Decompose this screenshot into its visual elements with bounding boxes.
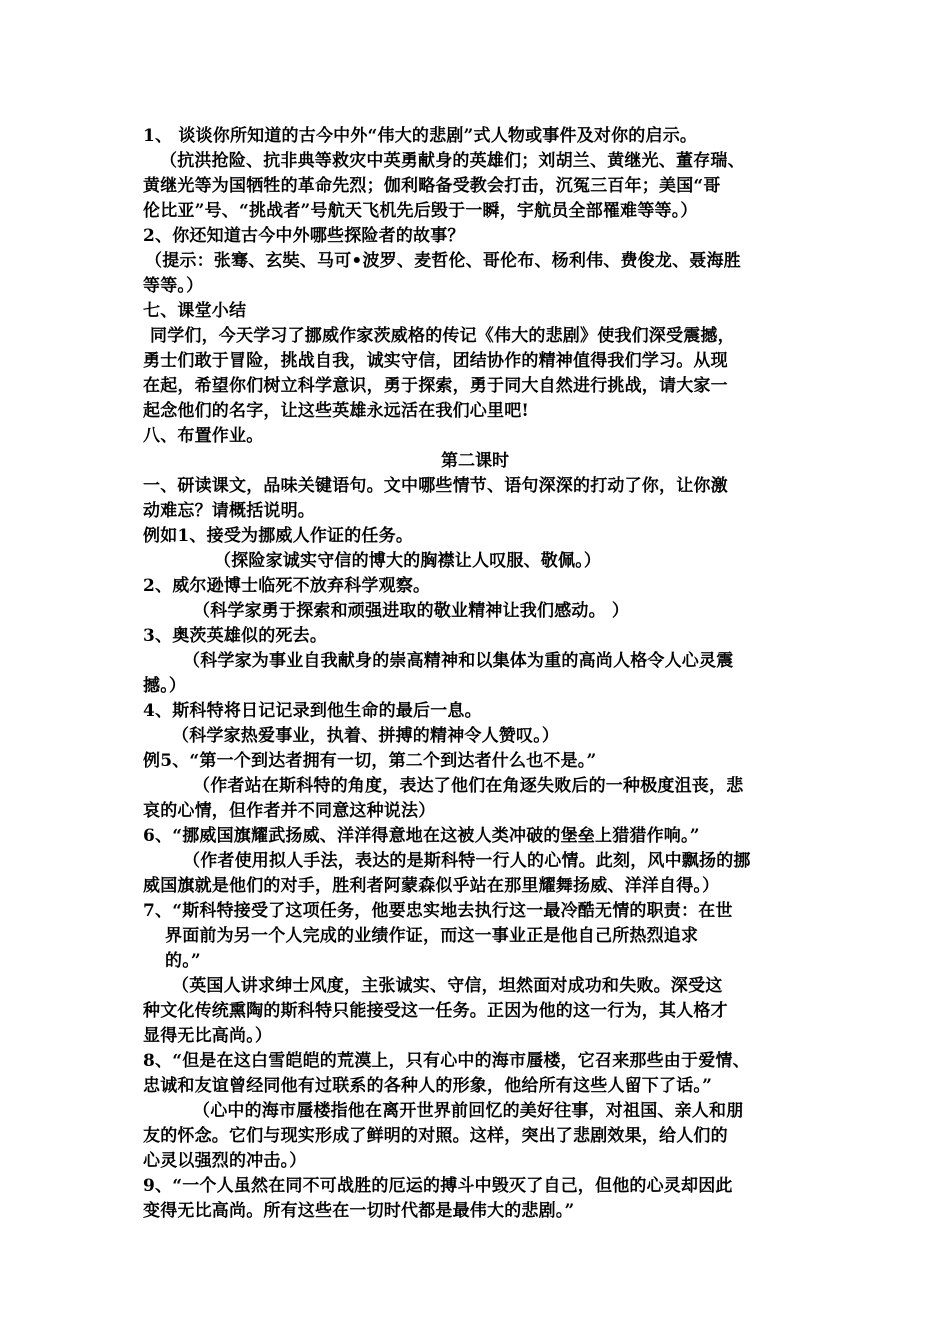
example-7-line-2: 界面前为另一个人完成的业绩作证，而这一事业正是他自己所热烈追求 [165, 926, 699, 946]
summary-line-2: 勇士们敢于冒险，挑战自我，诚实守信，团结协作的精神值得我们学习。从现 [143, 351, 728, 371]
example-7-note-line-2: 种文化传统熏陶的斯科特只能接受这一任务。正因为他的这一行为，其人格才 [143, 1001, 728, 1021]
example-4-note: （科学家热爱事业，执着、拼搏的精神令人赞叹。） [172, 726, 560, 746]
example-3-note-line-1: （科学家为事业自我献身的崇高精神和以集体为重的高尚人格令人心灵震 [183, 651, 734, 671]
example-2: 2、威尔逊博士临死不放弃科学观察。 [143, 576, 431, 596]
question-2: 2、你还知道古今中外哪些探险者的故事？ [143, 226, 465, 246]
example-9-line-1: 9、“一个人虽然在同不可战胜的厄运的搏斗中毁灭了自己，但他的心灵却因此 [143, 1176, 733, 1196]
example-7-note-line-3: 显得无比高尚。） [143, 1026, 273, 1046]
example-6: 6、“挪威国旗耀武扬威、洋洋得意地在这被人类冲破的堡垒上猎猎作响。” [143, 826, 700, 846]
example-1-note: （探险家诚实守信的博大的胸襟让人叹服、敬佩。） [214, 551, 602, 571]
example-7-line-3: 的。” [165, 951, 201, 971]
section-heading-homework: 八、布置作业。 [143, 426, 264, 446]
question-1: 1、 谈谈你所知道的古今中外“伟大的悲剧”式人物或事件及对你的启示。 [143, 126, 698, 146]
answer-1-line-1: （抗洪抢险、抗非典等救灾中英勇献身的英雄们；刘胡兰、黄继光、董存瑞、 [160, 151, 745, 171]
example-3-note-line-2: 撼。） [143, 676, 187, 696]
example-1: 例如1、接受为挪威人作证的任务。 [143, 526, 414, 546]
example-8-line-1: 8、“但是在这白雪皑皑的荒漠上，只有心中的海市蜃楼，它召来那些由于爱情、 [143, 1051, 750, 1071]
summary-line-1: 同学们，今天学习了挪威作家茨威格的传记《伟大的悲剧》使我们深受震撼， [150, 326, 735, 346]
example-8-note-line-2: 友的怀念。它们与现实形成了鲜明的对照。这样，突出了悲剧效果，给人们的 [143, 1126, 728, 1146]
example-9-line-2: 变得无比高尚。所有这些在一切时代都是最伟大的悲剧。” [143, 1201, 575, 1221]
answer-2-line-2: 等等。） [143, 276, 204, 296]
example-5-note-line-2: 哀的心情，但作者并不同意这种说法） [143, 801, 436, 821]
example-5: 例5、“第一个到达者拥有一切，第二个到达者什么也不是。” [143, 751, 597, 771]
answer-1-line-3: 伦比亚”号、“挑战者”号航天飞机先后毁于一瞬，宇航员全部罹难等等。） [143, 201, 698, 221]
answer-1-line-2: 黄继光等为国牺牲的革命先烈；伽利略备受教会打击，沉冤三百年；美国“哥 [143, 176, 721, 196]
example-7-line-1: 7、“斯科特接受了这项任务，他要忠实地去执行这一最冷酷无情的职责：在世 [143, 901, 733, 921]
part-1-line-2: 动难忘？请概括说明。 [143, 501, 315, 521]
section-heading-summary: 七、课堂小结 [143, 301, 247, 321]
example-6-note-line-2: 威国旗就是他们的对手，胜利者阿蒙森似乎站在那里耀舞扬威、洋洋自得。） [143, 876, 720, 896]
example-8-note-line-3: 心灵以强烈的冲击。） [143, 1151, 307, 1171]
example-3: 3、奥茨英雄似的死去。 [143, 626, 328, 646]
example-8-line-2: 忠诚和友谊曾经同他有过联系的各种人的形象，他给所有这些人留下了话。” [143, 1076, 713, 1096]
example-5-note-line-1: （作者站在斯科特的角度，表达了他们在角逐失败后的一种极度沮丧，悲 [193, 776, 744, 796]
summary-line-4: 起念他们的名字，让这些英雄永远活在我们心里吧! [143, 401, 530, 421]
example-8-note-line-1: （心中的海市蜃楼指他在离开世界前回忆的美好往事，对祖国、亲人和朋 [193, 1101, 744, 1121]
summary-line-3: 在起，希望你们树立科学意识，勇于探索，勇于同大自然进行挑战，请大家一 [143, 376, 728, 396]
answer-2-line-1: （提示：张骞、玄奘、马可•波罗、麦哲伦、哥伦布、杨利伟、费俊龙、聂海胜 [145, 251, 741, 271]
lesson-2-title: 第二课时 [441, 451, 509, 471]
example-4: 4、斯科特将日记记录到他生命的最后一息。 [143, 701, 482, 721]
example-2-note: （科学家勇于探索和顽强进取的敬业精神让我们感动。 ） [193, 601, 630, 621]
example-7-note-line-1: （英国人讲求绅士风度，主张诚实、守信，坦然面对成功和失败。深受这 [172, 976, 723, 996]
example-6-note-line-1: （作者使用拟人手法，表达的是斯科特一行人的心情。此刻，风中飘扬的挪 [183, 851, 751, 871]
part-1-line-1: 一、研读课文，品味关键语句。文中哪些情节、语句深深的打动了你，让你激 [143, 476, 728, 496]
